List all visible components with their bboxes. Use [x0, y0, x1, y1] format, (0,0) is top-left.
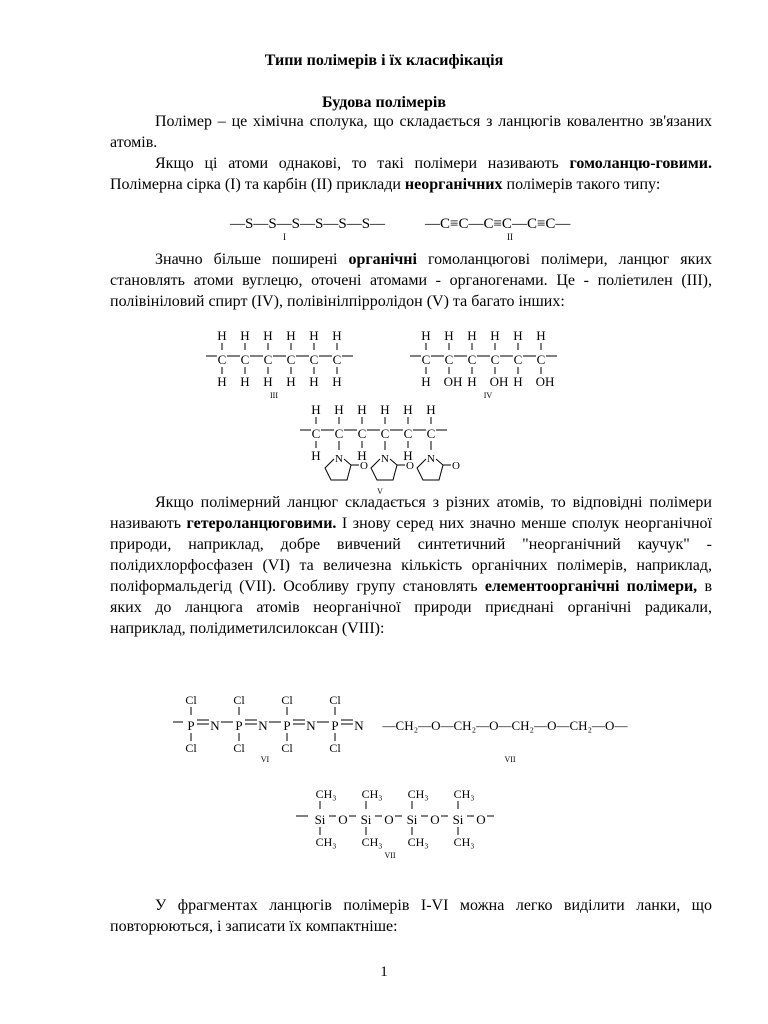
atom-O: O: [430, 812, 440, 827]
bold-term: неорганічних: [404, 176, 503, 193]
atom-Si: Si: [360, 812, 372, 827]
atom-C: C: [467, 352, 477, 367]
atom-CH3: CH₃: [361, 787, 383, 801]
formula-label-III: III: [270, 391, 278, 400]
atom-H: H: [403, 402, 413, 417]
atom-C: C: [380, 426, 390, 441]
atom-Cl: Cl: [329, 693, 341, 707]
atom-H: H: [309, 374, 319, 389]
formula-phosphazene-formaldehyde: [165, 690, 645, 766]
atom-H: H: [403, 448, 413, 463]
atom-Cl: Cl: [329, 741, 341, 755]
atom-CH3: CH₃: [453, 835, 475, 849]
paragraph-text: Полімер – це хімічна сполука, що складається з ланцюгів ковалентно зв'язаних атомів.: [110, 113, 712, 151]
atom-C: C: [426, 426, 436, 441]
atom-H: H: [263, 374, 273, 389]
atom-H: H: [311, 402, 321, 417]
atom-H: H: [444, 328, 454, 343]
atom-C: C: [217, 352, 227, 367]
formula-label-IV: IV: [483, 391, 493, 400]
atom-H: H: [421, 374, 431, 389]
atom-N: N: [258, 718, 268, 733]
atom-Cl: Cl: [281, 693, 293, 707]
atom-C: C: [490, 352, 500, 367]
atom-H: H: [513, 328, 523, 343]
atom-H: H: [217, 374, 227, 389]
atom-C: C: [444, 352, 454, 367]
atom-H: H: [467, 374, 477, 389]
atom-H: H: [334, 402, 344, 417]
atom-CH3: CH₃: [361, 835, 383, 849]
atom-H: H: [536, 328, 546, 343]
bold-term: елементоорганічні полімери,: [484, 578, 698, 595]
atom-H: H: [357, 448, 367, 463]
text-run: гомоланцюгові полімери, ланцюг яких становлять атоми вуглецю, оточені атомами - органогенами. Це - поліетилен (III), полівініловий спирт (IV), полівінілпірролідон (V) та багато інших:: [110, 251, 712, 310]
paragraph-heterochain: [110, 492, 712, 639]
atom-O: O: [384, 812, 394, 827]
atom-P: P: [187, 718, 195, 733]
atom-P: P: [235, 718, 243, 733]
atom-H: H: [240, 328, 250, 343]
atom-P: P: [331, 718, 339, 733]
atom-N: N: [210, 718, 220, 733]
atom-Cl: Cl: [281, 741, 293, 755]
atom-N: N: [354, 718, 364, 733]
formula-sulfur-carbyne: [220, 210, 600, 246]
atom-H: H: [286, 328, 296, 343]
formula-label-I: I: [283, 232, 286, 242]
atom-CH3: CH₃: [453, 787, 475, 801]
atom-C: C: [421, 352, 431, 367]
atom-H: H: [490, 328, 500, 343]
paragraph-repeat-units: [110, 895, 712, 937]
formula-sulfur: —S—S—S—S—S—S—: [230, 216, 386, 232]
atom-C: C: [309, 352, 319, 367]
atom-H: H: [332, 374, 342, 389]
atom-C: C: [536, 352, 546, 367]
atom-Cl: Cl: [233, 693, 245, 707]
atom-H: H: [240, 374, 250, 389]
atom-C: C: [513, 352, 523, 367]
atom-H: H: [421, 328, 431, 343]
atom-O: O: [406, 460, 414, 472]
paragraph-organic: [110, 249, 712, 312]
paragraph-homochain: [110, 153, 712, 195]
atom-H: H: [263, 328, 273, 343]
paragraph-text: У фрагментах ланцюгів полімерів I-VI можна легко виділити ланки, що повторюються, і записати їх компактніше:: [110, 897, 712, 935]
atom-OH: OH: [535, 374, 555, 389]
page-title: Типи полімерів і їх класифікація: [264, 52, 504, 69]
formula-label-II: II: [507, 232, 513, 242]
atom-N: N: [381, 453, 389, 465]
atom-H: H: [311, 448, 321, 463]
page-number: 1: [380, 964, 388, 980]
formula-label-VI: VI: [260, 755, 270, 764]
formula-carbyne: —C≡C—C≡C—C≡C—: [425, 216, 571, 232]
atom-Si: Si: [314, 812, 326, 827]
formula-label-VIII: VII: [384, 851, 396, 860]
atom-N: N: [306, 718, 316, 733]
atom-CH3: CH₃: [315, 787, 337, 801]
atom-H: H: [217, 328, 227, 343]
text-run: Якщо полімерний ланцюг складається з різних атомів, то відповідні полімери називають: [110, 494, 712, 532]
atom-C: C: [263, 352, 273, 367]
formula-polydimethylsiloxane: [290, 784, 520, 864]
atom-H: H: [309, 328, 319, 343]
atom-O: O: [452, 460, 460, 472]
atom-O: O: [338, 812, 348, 827]
atom-N: N: [427, 453, 435, 465]
formula-polyformaldehyde: —CH₂—O—CH₂—O—CH₂—O—CH₂—O—: [382, 718, 628, 733]
atom-O: O: [360, 460, 368, 472]
atom-H: H: [426, 402, 436, 417]
atom-C: C: [403, 426, 413, 441]
atom-CH3: CH₃: [407, 835, 429, 849]
atom-H: H: [357, 402, 367, 417]
text-run: Якщо ці атоми однакові, то такі полімери називають: [155, 155, 570, 172]
bold-term: гетероланцюговими.: [186, 515, 337, 532]
text-run: полімерів такого типу:: [502, 176, 661, 193]
bold-term: гомоланцю-говими.: [569, 155, 712, 172]
atom-CH3: CH₃: [407, 787, 429, 801]
atom-Si: Si: [452, 812, 464, 827]
atom-C: C: [311, 426, 321, 441]
formula-polyvinylpyrrolidone: [290, 402, 480, 498]
atom-O: O: [476, 812, 486, 827]
atom-Cl: Cl: [185, 693, 197, 707]
atom-H: H: [513, 374, 523, 389]
atom-H: H: [286, 374, 296, 389]
text-run: І знову серед них значно менше сполук неорганічної природи, наприклад, добре вивчений синтетичний "неорганічний каучук" - полідихлорфосфазен (VI) та величезна кількість органічних полімерів, наприклад, поліформальдегід (VII). Особливу групу становлять: [110, 515, 712, 595]
atom-CH3: CH₃: [315, 835, 337, 849]
atom-Cl: Cl: [185, 741, 197, 755]
atom-N: N: [335, 453, 343, 465]
atom-H: H: [332, 328, 342, 343]
atom-P: P: [283, 718, 291, 733]
atom-OH: OH: [489, 374, 509, 389]
atom-Si: Si: [406, 812, 418, 827]
atom-OH: OH: [443, 374, 463, 389]
paragraph-definition: [110, 111, 712, 153]
formula-label-VII: VII: [504, 755, 516, 764]
atom-C: C: [286, 352, 296, 367]
text-run: Значно більше поширені: [155, 251, 349, 268]
formula-label-V: V: [377, 487, 383, 496]
text-run: Полімерна сірка (I) та карбін (II) приклади: [110, 176, 405, 193]
atom-Cl: Cl: [233, 741, 245, 755]
atom-C: C: [357, 426, 367, 441]
atom-C: C: [334, 426, 344, 441]
atom-H: H: [380, 402, 390, 417]
bold-term: органічні: [348, 251, 417, 268]
text-run: в яких до ланцюга атомів неорганічної природи приєднані органічні радикали, наприклад, полідиметилсилоксан (VIII):: [110, 578, 713, 637]
section-title: Будова полімерів: [322, 94, 446, 111]
atom-C: C: [240, 352, 250, 367]
atom-H: H: [467, 328, 477, 343]
formula-polyethylene-pva: [190, 328, 590, 400]
atom-C: C: [332, 352, 342, 367]
